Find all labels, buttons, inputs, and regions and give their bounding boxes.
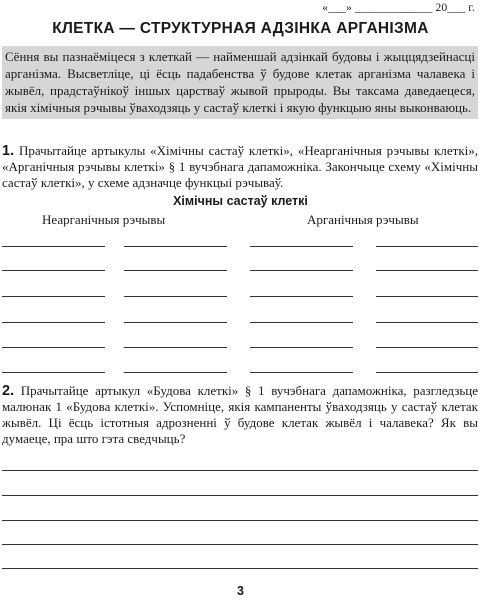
page-title: КЛЕТКА — СТРУКТУРНАЯ АДЗІНКА АРГАНІЗМА <box>52 20 429 37</box>
task-1-text: Прачытайце артыкулы «Хiмiчны састаў клеткi», «Неарганiчныя рэчывы клеткi», «Арганiчныя рэчывы клеткi» § 1 вучэбнага дапаможнiка. Закончыце схему «Хiмiчны састаў клеткi», у схеме адзначце функцыi рэчываў. <box>2 143 478 190</box>
task-2-number: 2. <box>2 383 15 399</box>
schema-left-label: Неарганiчныя рэчывы <box>42 212 166 227</box>
date-line: «___» _____________ 20___ г. <box>322 2 475 14</box>
answer-blank-r4-c2[interactable] <box>124 322 227 323</box>
answer-blank-r1-c4[interactable] <box>376 246 478 247</box>
answer-blank-r3-c2[interactable] <box>124 296 227 297</box>
answer-blank-r3-c4[interactable] <box>376 296 478 297</box>
answer-blank-r5-c3[interactable] <box>250 347 353 348</box>
answer-blank-r6-c3[interactable] <box>250 372 353 373</box>
writing-line-3[interactable] <box>2 520 478 521</box>
schema-right-label: Арганiчныя рэчывы <box>307 212 419 227</box>
answer-blank-r1-c3[interactable] <box>250 246 353 247</box>
answer-blank-r6-c1[interactable] <box>2 372 105 373</box>
task-1-number: 1. <box>2 143 15 159</box>
schema-title: Хiмiчны састаў клеткi <box>173 194 308 208</box>
answer-blank-r2-c1[interactable] <box>2 270 105 271</box>
answer-blank-r4-c1[interactable] <box>2 322 105 323</box>
answer-blank-r5-c4[interactable] <box>376 347 478 348</box>
writing-line-1[interactable] <box>2 470 478 471</box>
answer-blank-r2-c2[interactable] <box>124 270 227 271</box>
answer-blank-r4-c4[interactable] <box>376 322 478 323</box>
answer-blank-r5-c2[interactable] <box>124 347 227 348</box>
answer-blank-r3-c3[interactable] <box>250 296 353 297</box>
answer-blank-r6-c4[interactable] <box>376 372 478 373</box>
answer-blank-r3-c1[interactable] <box>2 296 105 297</box>
answer-blank-r1-c1[interactable] <box>2 246 105 247</box>
task-2-text: Прачытайце артыкул «Будова клеткi» § 1 вучэбнага дапаможнiка, разгледзьце малюнак 1 «Будова клеткi». Успомнiце, якiя кампаненты ўваходзяць у састаў клетак жывёл. Цi ёсць iстотныя адрозненнi ў будове клетак жывёл i чалавека? Як вы думаеце, пра што гэта сведчыць? <box>2 383 478 446</box>
task-1 <box>2 143 478 191</box>
answer-blank-r6-c2[interactable] <box>124 372 227 373</box>
answer-blank-r2-c4[interactable] <box>376 270 478 271</box>
answer-blank-r5-c1[interactable] <box>2 347 105 348</box>
answer-blank-r2-c3[interactable] <box>250 270 353 271</box>
writing-line-2[interactable] <box>2 495 478 496</box>
page-number: 3 <box>237 584 244 598</box>
task-2 <box>2 383 478 447</box>
writing-line-4[interactable] <box>2 544 478 545</box>
answer-blank-r1-c2[interactable] <box>124 246 227 247</box>
answer-blank-r4-c3[interactable] <box>250 322 353 323</box>
writing-line-5[interactable] <box>2 568 478 569</box>
intro-paragraph: Сёння вы пазнаёмiцеся з клеткай — найменшай адзiнкай будовы i жыццядзейнасцi арганiзма. Высветлiце, цi ёсць падабенства ў будове клетак арганiзма чалавека i жывёл, прадстаўнiкоў iншых царстваў жывой прыроды. Вы таксама даведаецеся, якiя хiмiчныя рэчывы ўваходзяць у састаў клеткi i якую функцыю яны выконваюць. <box>2 46 478 119</box>
